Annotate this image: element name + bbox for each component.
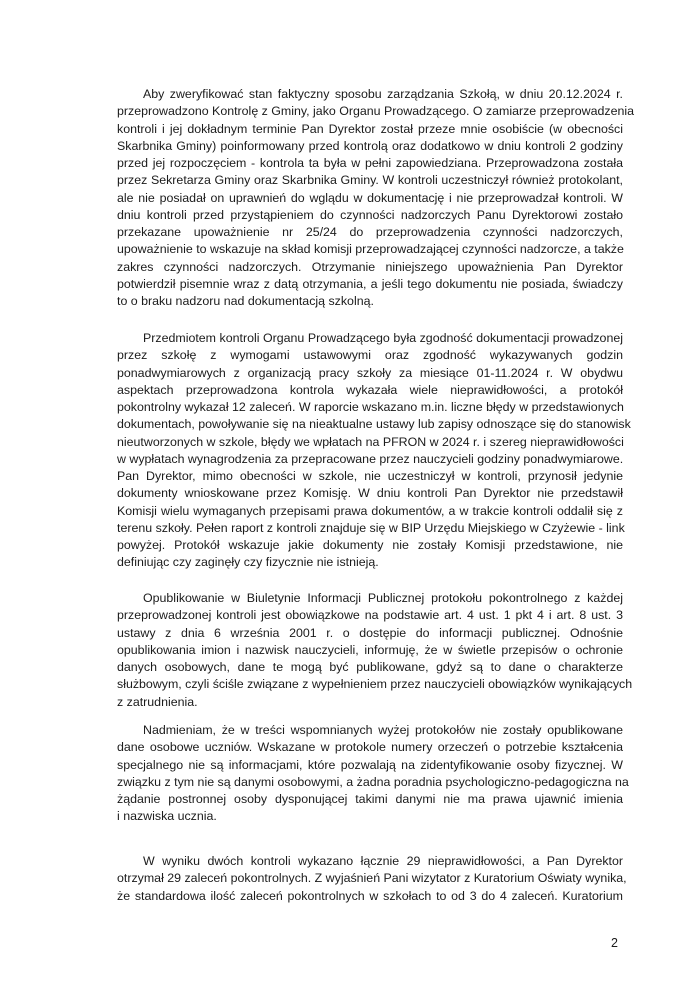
text-line: terenu szkoły. Pełen raport z kontroli znajduje się w BIP Urzędu Miejskiego w Czyżewie - link	[117, 520, 625, 535]
text-line: przed jej rozpoczęciem - kontrola ta była w pełni zapowiedziana. Przeprowadzona została	[117, 156, 623, 170]
text-line: ustawy z dnia 6 września 2001 r. o dostępie do informacji publicznej. Odnośnie	[117, 625, 623, 640]
text-line: ponadwymiarowych z organizacją pracy szkoły za miesiące 01-11.2024 r. W obydwu	[117, 365, 623, 380]
text-line: że standardowa ilość zaleceń pokontrolnych w szkołach to od 3 do 4 zaleceń. Kuratorium	[117, 888, 623, 903]
text-line: przeprowadzono Kontrolę z Gminy, jako Organu Prowadzącego. O zamiarze przeprowadzenia	[117, 104, 634, 119]
text-line: powyżej. Protokół wskazuje jakie dokumenty nie zostały Komisji przedstawione, nie	[117, 538, 623, 552]
text-line: Aby zweryfikować stan faktyczny sposobu zarządzania Szkołą, w dniu 20.12.2024 r.	[143, 87, 623, 101]
paragraph-3	[117, 590, 633, 711]
text-line: Przedmiotem kontroli Organu Prowadzącego była zgodność dokumentacji prowadzonej	[143, 331, 623, 345]
text-line: kontroli i jej dokładnym terminie Pan Dyrektor został przeze mnie osobiście (w obecności	[117, 121, 623, 136]
text-line: związku z tym nie są danymi osobowymi, a żadna poradnia psychologiczno-pedagogiczna na	[117, 774, 629, 789]
text-line: upoważnienie to wskazuje na skład komisji przeprowadzającej czynności nadzorcze, a także	[117, 242, 624, 257]
text-line: potwierdził pisemnie wraz z datą otrzymania, a jeśli tego dokumentu nie posiada, świadczy	[117, 276, 623, 291]
paragraph-4	[117, 722, 629, 826]
text-line: to o braku nadzoru nad dokumentacją szkolną.	[117, 294, 374, 308]
text-line: Nadmieniam, że w treści wspomnianych wyżej protokołów nie zostały opublikowane	[143, 723, 623, 737]
text-line: ale nie posiadał on uprawnień do wglądu w dokumentację i nie przeprowadzał kontroli. W	[117, 190, 623, 205]
text-line: i nazwiska ucznia.	[117, 809, 217, 824]
text-line: przez szkołę z wymogami ustawowymi oraz zgodność wykazywanych godzin	[117, 348, 623, 363]
text-line: przeprowadzonej kontroli jest obowiązkowe na podstawie art. 4 ust. 1 pkt 4 i art. 8 ust. 3	[117, 608, 623, 623]
paragraph-5	[117, 853, 627, 905]
page-number: 2	[611, 936, 618, 950]
paragraph-2	[117, 330, 631, 572]
text-line: dokumenty wnioskowane przez Komisję. W dniu kontroli Pan Dyrektor nie przedstawił	[117, 486, 623, 501]
text-line: Skarbnika Gminy) poinformowany przed kontrolą oraz dodatkowo w dniu kontroli 2 godziny	[117, 138, 623, 153]
text-line: przekazane upoważnienie nr 25/24 do przeprowadzenia czynności nadzorczych,	[117, 225, 623, 239]
text-line: Komisji wielu wymaganych przepisami prawa dokumentów, a w trakcie kontroli oddalił się z	[117, 503, 623, 518]
text-line: przez Sekretarza Gminy oraz Skarbnika Gminy. W kontroli uczestniczył również protokolant,	[117, 173, 623, 188]
text-line: nieutworzonych w szkole, błędy we wpłatach na PFRON w 2024 r. i szereg nieprawidłowości	[117, 434, 624, 449]
text-line: pokontrolny wykazał 12 zaleceń. W raporcie wskazano m.in. liczne błędy w przedstawionych	[117, 400, 624, 414]
text-line: służbowym, czyli ściśle związane z wypełnieniem przez nauczycieli obowiązków wynikających	[117, 677, 633, 692]
text-line: aspektach przeprowadzona kontrola wykazała wiele nieprawidłowości, a protokół	[117, 382, 623, 397]
text-line: w wypłatach wynagrodzenia za przepracowane przez nauczycieli godziny ponadwymiarowe.	[117, 451, 624, 466]
paragraph-1	[117, 86, 634, 310]
text-line: specjalnego nie są informacjami, które pozwalają na zidentyfikowanie osoby fizycznej. W	[117, 757, 623, 772]
text-line: dane osobowe uczniów. Wskazane w protokole numery orzeczeń o potrzebie kształcenia	[117, 740, 623, 755]
text-line: Pan Dyrektor, mimo obecności w szkole, nie uczestniczył w kontroli, przynosił jedynie	[117, 469, 623, 483]
text-line: zakres czynności nadzorczych. Otrzymanie niniejszego upoważnienia Pan Dyrektor	[117, 259, 623, 274]
text-line: dokumentach, powoływanie się na nieaktualne ustawy lub zapisy odnoszące się do stanowisk	[117, 417, 631, 432]
text-line: danych osobowych, dane te mogą być publikowane, gdyż są to dane o charakterze	[117, 660, 623, 674]
text-line: opublikowania imion i nazwisk nauczycieli, informuję, że w świetle przepisów o ochronie	[117, 642, 623, 657]
text-line: otrzymał 29 zaleceń pokontrolnych. Z wyjaśnień Pani wizytator z Kuratorium Oświaty wynika,	[117, 871, 627, 886]
text-line: definiując czy zaginęły czy fizycznie nie istnieją.	[117, 555, 379, 570]
text-line: z zatrudnienia.	[117, 694, 198, 709]
text-line: żądanie postronnej osoby dysponującej takimi danymi nie ma prawa ujawnić imienia	[117, 792, 623, 806]
text-line: dniu kontroli przed przystąpieniem do czynności nadzorczych Panu Dyrektorowi zostało	[117, 207, 623, 222]
text-line: Opublikowanie w Biuletynie Informacji Publicznej protokołu pokontrolnego z każdej	[143, 591, 623, 605]
text-line: W wyniku dwóch kontroli wykazano łącznie 29 nieprawidłowości, a Pan Dyrektor	[143, 854, 623, 868]
